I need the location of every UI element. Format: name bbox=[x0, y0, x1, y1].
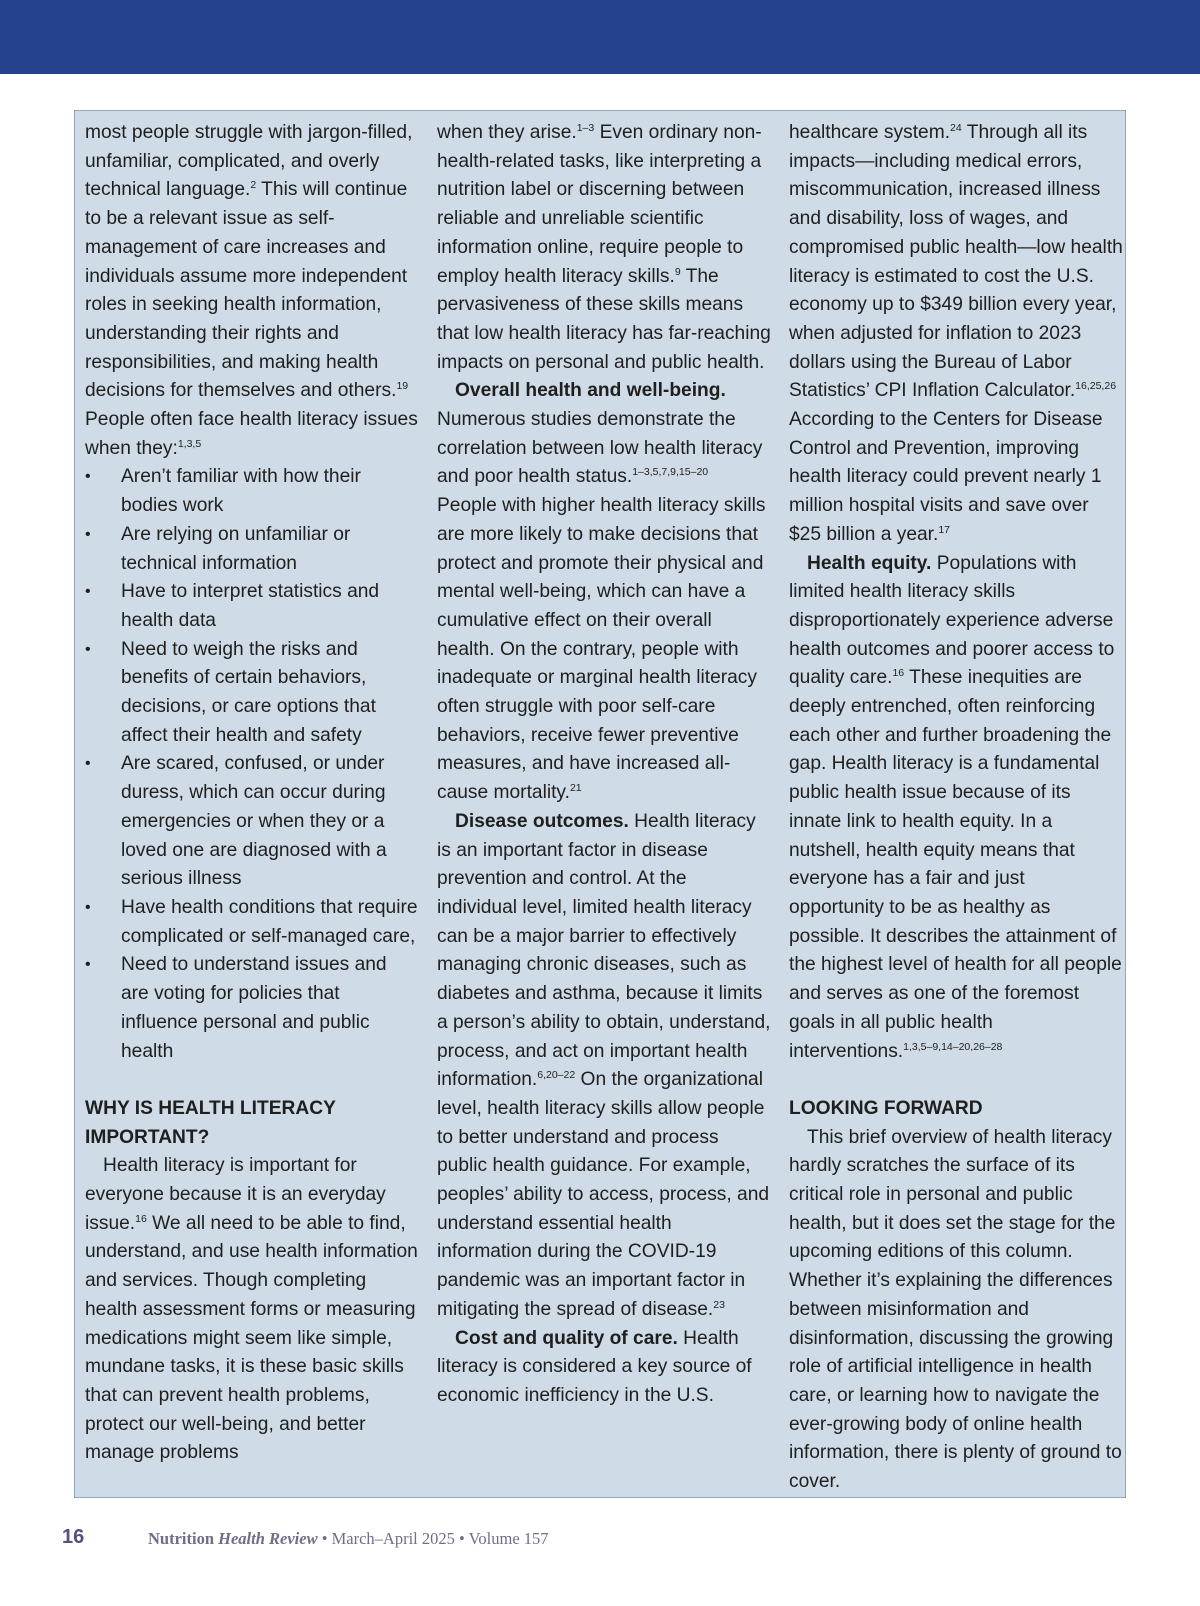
bullet-list bbox=[85, 463, 419, 1066]
page-footer bbox=[62, 1526, 762, 1556]
citation: 17 bbox=[938, 523, 951, 536]
paragraph: This brief overview of health literacy hardly scratches the surface of its critical role in personal and public health, but it does set the stage for the upcoming editions of this column. Whether it’s explaining the differences between misinformation and disinformation, discussing the growing role of artificial intelligence in health care, or learning how to navigate the ever-growing body of online health information, there is plenty of ground to cover. bbox=[789, 1126, 1122, 1493]
running-footer: Nutrition Health Review • March–April 2025 • Volume 157 bbox=[148, 1529, 549, 1548]
citation: 1–3 bbox=[576, 122, 595, 134]
citation: 16 bbox=[135, 1212, 147, 1225]
subheading: Overall health and well-being. bbox=[455, 380, 726, 402]
section-heading: LOOKING FORWARD bbox=[789, 1097, 983, 1119]
citation: 16 bbox=[892, 667, 905, 680]
subheading: Cost and quality of care. bbox=[455, 1327, 678, 1349]
subheading: Disease outcomes. bbox=[455, 810, 629, 832]
citation: 24 bbox=[950, 122, 962, 134]
article-panel bbox=[74, 110, 1126, 1498]
list-item: • Are scared, confused, or under duress, which can occur during emergencies or when they or a loved one are diagnosed with a serious illness bbox=[85, 750, 419, 894]
citation: 1,3,5 bbox=[177, 437, 202, 450]
paragraph: healthcare system.$^{24}$ Through all its impacts—including medical errors, miscommunication, increased illness and disability, loss of wages, and compromised public health—low health literacy is estimated to cost the U.S. economy up to $349 billion every year, when adjusted for inflation to 2023 dollars using the Bureau of Labor Statistics’ CPI Inflation Calculator.$^{16,25,26}$ According to the Centers for Disease Control and Prevention, improving health literacy could prevent nearly 1 million hospital visits and save over $25 billion a year.$^{17}$ bbox=[789, 122, 1123, 545]
citation: 19 bbox=[396, 380, 409, 393]
list-item: • Have to interpret statistics and health data bbox=[85, 578, 419, 635]
issue-date: March–April 2025 bbox=[331, 1529, 455, 1548]
list-item: • Have health conditions that require complicated or self-managed care, bbox=[85, 894, 419, 951]
list-item: • Are relying on unfamiliar or technical information bbox=[85, 521, 419, 578]
section-heading: WHY IS HEALTH LITERACY IMPORTANT? bbox=[85, 1097, 336, 1148]
list-item: • Need to understand issues and are voting for policies that influence personal and public health bbox=[85, 951, 419, 1066]
paragraph: Health literacy is important for everyone because it is an everyday issue.$^{16}$ We all need to be able to find, understand, and use health information and services. Though completing health assessment forms or measuring medications might seem like simple, mundane tasks, it is these basic skills that can prevent health problems, protect our well-being, and better manage problems bbox=[85, 1155, 418, 1464]
citation: 1,3,5–9,14–20,26–28 bbox=[903, 1040, 1003, 1053]
publication-name: Nutrition Health Review bbox=[148, 1529, 318, 1548]
paragraph: when they arise.$^{1-3}$ Even ordinary non-health-related tasks, like interpreting a nutrition label or discerning between reliable and unreliable scientific information online, require people to employ health literacy skills.$^9$ The pervasiveness of these skills means that low health literacy has far-reaching impacts on personal and public health. bbox=[437, 122, 771, 373]
paragraph: Health equity. Populations with limited health literacy skills disproportionately experience adverse health outcomes and poorer access to quality care.$^{16}$ These inequities are deeply entrenched, often reinforcing each other and further broadening the gap. Health literacy is a fundamental public health issue because of its innate link to health equity. In a nutshell, health equity means that everyone has a fair and just opportunity to be as healthy as possible. It describes the attainment of the highest level of health for all people and serves as one of the foremost goals in all public health interventions.$^{1,3,5-9,14-20,26-28}$ bbox=[789, 552, 1122, 1062]
paragraph: most people struggle with jargon-filled, unfamiliar, complicated, and overly technical language.$^2$ This will continue to be a relevant issue as self-management of care increases and individuals assume more independent roles in seeking health information, understanding their rights and responsibilities, and making health decisions for themselves and others.$^{19}$ People often face health literacy issues when they:$^{1,3,5}$ bbox=[85, 122, 418, 459]
column-3 bbox=[789, 119, 1123, 1497]
paragraph: Overall health and well-being. Numerous studies demonstrate the correlation between low health literacy and poor health status.$^{1-3,5,7,9,15-20}$ People with higher health literacy skills are more likely to make decisions that protect and promote their physical and mental well-being, which can have a cumulative effect on their overall health. On the contrary, people with inadequate or marginal health literacy often struggle with poor self-care behaviors, receive fewer preventive measures, and have increased all-cause mortality.$^{21}$ bbox=[437, 380, 766, 804]
citation: 6,20–22 bbox=[537, 1069, 576, 1082]
column-2 bbox=[437, 119, 771, 1411]
citation: 2 bbox=[250, 179, 257, 192]
list-item: • Need to weigh the risks and benefits of certain behaviors, decisions, or care options that affect their health and safety bbox=[85, 636, 419, 751]
citation: 21 bbox=[569, 782, 582, 795]
subheading: Health equity. bbox=[807, 552, 932, 574]
citation: 1–3,5,7,9,15–20 bbox=[632, 466, 709, 479]
volume-number: Volume 157 bbox=[468, 1529, 549, 1548]
column-1 bbox=[85, 119, 419, 1468]
citation: 23 bbox=[713, 1298, 725, 1311]
page-number: 16 bbox=[62, 1526, 85, 1548]
header-banner bbox=[0, 0, 1200, 74]
paragraph: Cost and quality of care. Health literacy is considered a key source of economic inefficiency in the U.S. bbox=[437, 1327, 752, 1406]
citation: 9 bbox=[674, 265, 681, 278]
paragraph: Disease outcomes. Health literacy is an important factor in disease prevention and control. At the individual level, limited health literacy can be a major barrier to effectively managing chronic diseases, such as diabetes and asthma, because it limits a person’s ability to obtain, understand, process, and act on important health information.$^{6,20-22}$ On the organizational level, health literacy skills allow people to better understand and process public health guidance. For example, peoples’ ability to access, process, and understand essential health information during the COVID-19 pandemic was an important factor in mitigating the spread of disease.$^{23}$ bbox=[437, 810, 771, 1320]
list-item: • Aren’t familiar with how their bodies work bbox=[85, 463, 419, 520]
citation: 16,25,26 bbox=[1075, 380, 1117, 393]
